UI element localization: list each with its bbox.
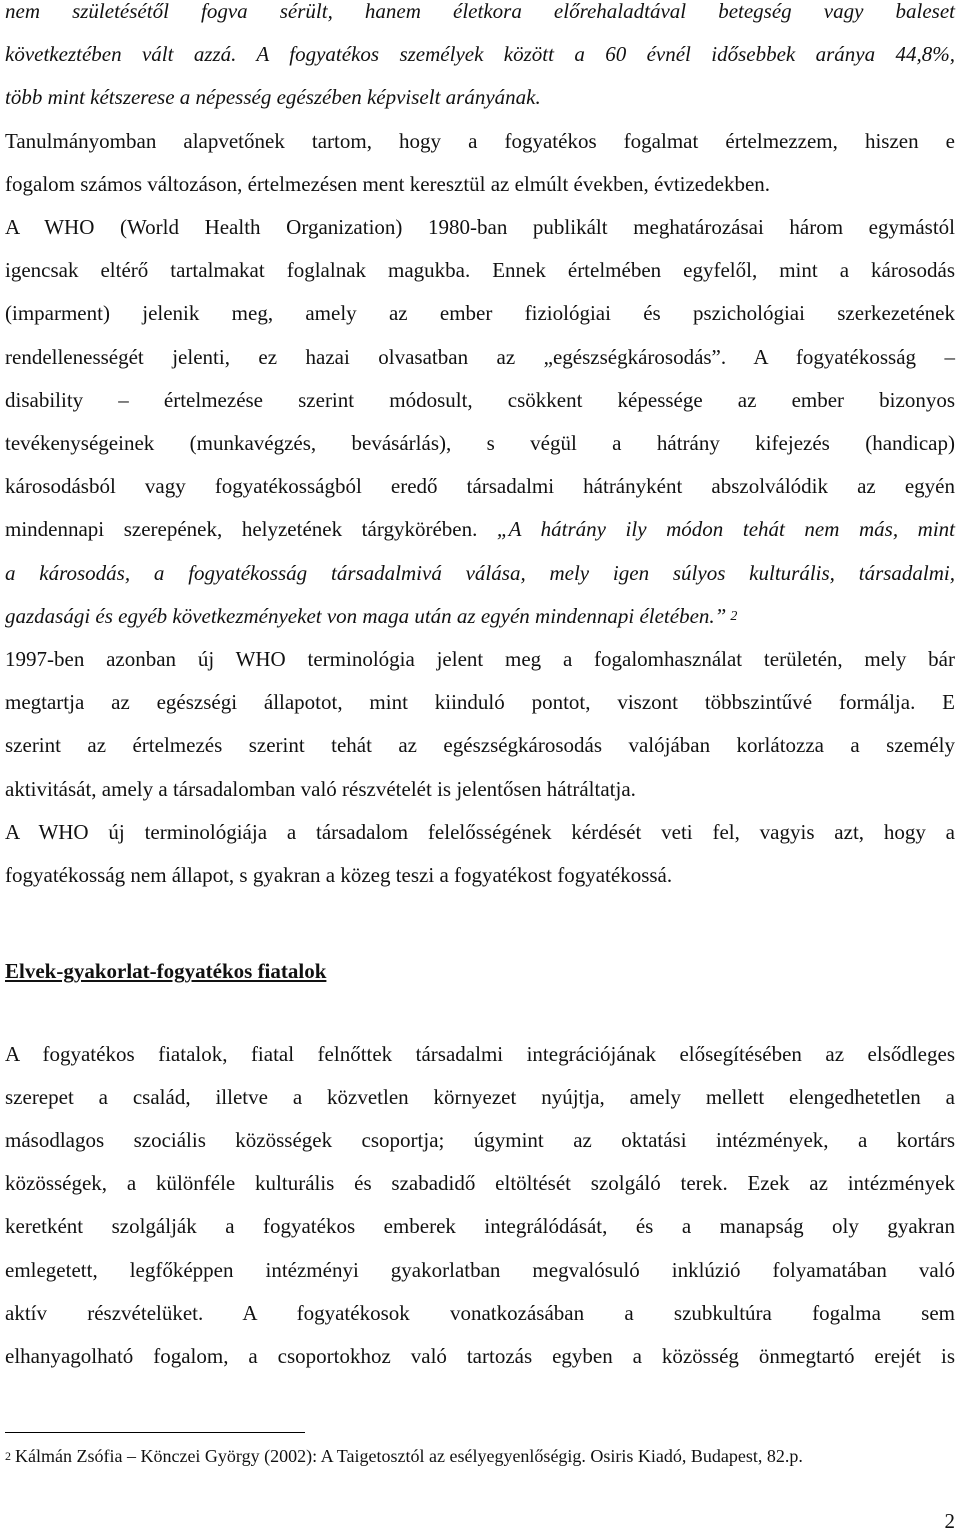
text-line — [5, 560, 955, 586]
footnote — [5, 1444, 803, 1468]
text-line — [5, 732, 955, 758]
text-line-content: szerepet a család, illetve a közvetlen környezet nyújtja, amely mellett elengedhetetlen a — [5, 1085, 955, 1110]
text-line — [5, 603, 955, 629]
text-line — [5, 0, 955, 24]
text-line — [5, 1084, 955, 1110]
text-line-content: keretként szolgálják a fogyatékos emberek integrálódását, és a manapság oly gyakran — [5, 1214, 955, 1239]
text-line-content: A WHO új terminológiája a társadalom felelősségének kérdését veti fel, vagyis azt, hogy a — [5, 819, 955, 844]
text-line-content: mindennapi szerepének, helyzetének tárgykörében. — [5, 517, 497, 542]
text-line-content: következtében vált azzá. A fogyatékos személyek között a 60 évnél idősebbek aránya 44,8%, — [5, 42, 955, 67]
text-line — [5, 862, 955, 888]
text-line-content: A WHO (World Health Organization) 1980-ban publikált meghatározásai három egymástól — [5, 215, 955, 239]
footnote-rule — [5, 1432, 305, 1433]
text-line-content: aktivitását, amely a társadalomban való részvételét is jelentősen hátráltatja. — [5, 776, 636, 801]
text-line — [5, 516, 955, 542]
page-number: 2 — [944, 1509, 955, 1533]
text-line — [5, 776, 955, 802]
footnote-text: Kálmán Zsófia – Könczei György (2002): A Taigetosztól az esélyegyenlőségig. Osiris Kiadó, Budapest, 82.p. — [15, 1446, 803, 1466]
text-line-content: emlegetett, legfőképpen intézményi gyakorlatban megvalósuló inklúzió folyamatában való — [5, 1257, 955, 1282]
text-line — [5, 1127, 955, 1153]
text-line — [5, 257, 955, 283]
text-line-content: igencsak eltérő tartalmakat foglalnak magukba. Ennek értelmében egyfelől, mint a károsodás — [5, 258, 955, 283]
text-line-content: fogalom számos változáson, értelmezésen ment keresztül az elmúlt években, évtizedekben. — [5, 171, 771, 196]
text-line — [5, 1170, 955, 1196]
text-line — [5, 819, 955, 845]
text-line-content: több mint kétszerese a népesség egészében képviselt arányának. — [5, 85, 541, 110]
text-line — [5, 1257, 955, 1283]
text-line — [5, 1213, 955, 1239]
text-line-content: közösségek, a különféle kulturális és szabadidő eltöltését szolgáló terek. Ezek az intézmények — [5, 1171, 955, 1196]
text-line — [5, 430, 955, 456]
text-line — [5, 84, 955, 110]
text-line-content: aktív részvételüket. A fogyatékosok vonatkozásában a szubkultúra fogalma sem — [5, 1300, 955, 1325]
text-line — [5, 646, 955, 672]
text-line-content: szerint az értelmezés szerint tehát az egészségkárosodás valójában korlátozza a személy — [5, 733, 955, 758]
text-line-content: A fogyatékos fiatalok, fiatal felnőttek társadalmi integrációjának elősegítésében az elsődleges — [5, 1042, 955, 1066]
footnote-ref: 2 — [730, 608, 738, 624]
text-line — [5, 473, 955, 499]
text-line-content: Tanulmányomban alapvetőnek tartom, hogy a fogyatékos fogalmat értelmezzem, hiszen e — [5, 128, 955, 153]
text-line — [5, 171, 955, 197]
text-line — [5, 1300, 955, 1326]
text-line-content: gazdasági és egyéb következményeket von maga után az egyén mindennapi életében.” — [5, 603, 727, 628]
text-line-content: (imparment) jelenik meg, amely az ember fiziológiai és pszichológiai szerkezetének — [5, 301, 955, 326]
text-line-content: rendellenességét jelenti, ez hazai olvasatban az „egészségkárosodás”. A fogyatékosság – — [5, 344, 955, 369]
text-line — [5, 214, 955, 240]
text-line-content: tevékenységeinek (munkavégzés, bevásárlás), s végül a hátrány kifejezés (handicap) — [5, 431, 955, 455]
text-line-content: másodlagos szociális közösségek csoportja; úgymint az oktatási intézmények, a kortárs — [5, 1128, 955, 1153]
text-line — [5, 41, 955, 67]
section-heading: Elvek-gyakorlat-fogyatékos fiatalok — [5, 959, 327, 983]
text-line — [5, 387, 955, 413]
text-line-content: elhanyagolható fogalom, a csoportokhoz való tartozás egyben a közösség önmegtartó erejét is — [5, 1343, 955, 1368]
text-line — [5, 300, 955, 326]
text-line — [5, 689, 955, 715]
text-line-content: megtartja az egészségi állapotot, mint kiinduló pontot, viszont többszintűvé formálja. E — [5, 690, 955, 715]
text-line — [5, 128, 955, 154]
text-line — [5, 344, 955, 370]
text-line-content: fogyatékosság nem állapot, s gyakran a közeg teszi a fogyatékost fogyatékossá. — [5, 863, 673, 887]
footnote-number: 2 — [5, 1449, 11, 1463]
text-line — [5, 1343, 955, 1369]
text-line-quote: „A hátrány ily módon tehát nem más, mint — [496, 517, 955, 542]
text-line-content: disability – értelmezése szerint módosult, csökkent képessége az ember bizonyos — [5, 387, 955, 412]
text-line-content: 1997-ben azonban új WHO terminológia jelent meg a fogalomhasználat területén, mely bár — [5, 647, 955, 671]
text-line-content: károsodásból vagy fogyatékosságból eredő társadalmi hátrányként abszolválódik az egyén — [5, 474, 955, 499]
text-line-content: a károsodás, a fogyatékosság társadalmivá válása, mely igen súlyos kulturális, társadalmi, — [5, 560, 955, 585]
text-line-content: nem születésétől fogva sérült, hanem életkora előrehaladtával betegség vagy baleset — [5, 0, 955, 23]
text-line — [5, 1041, 955, 1067]
